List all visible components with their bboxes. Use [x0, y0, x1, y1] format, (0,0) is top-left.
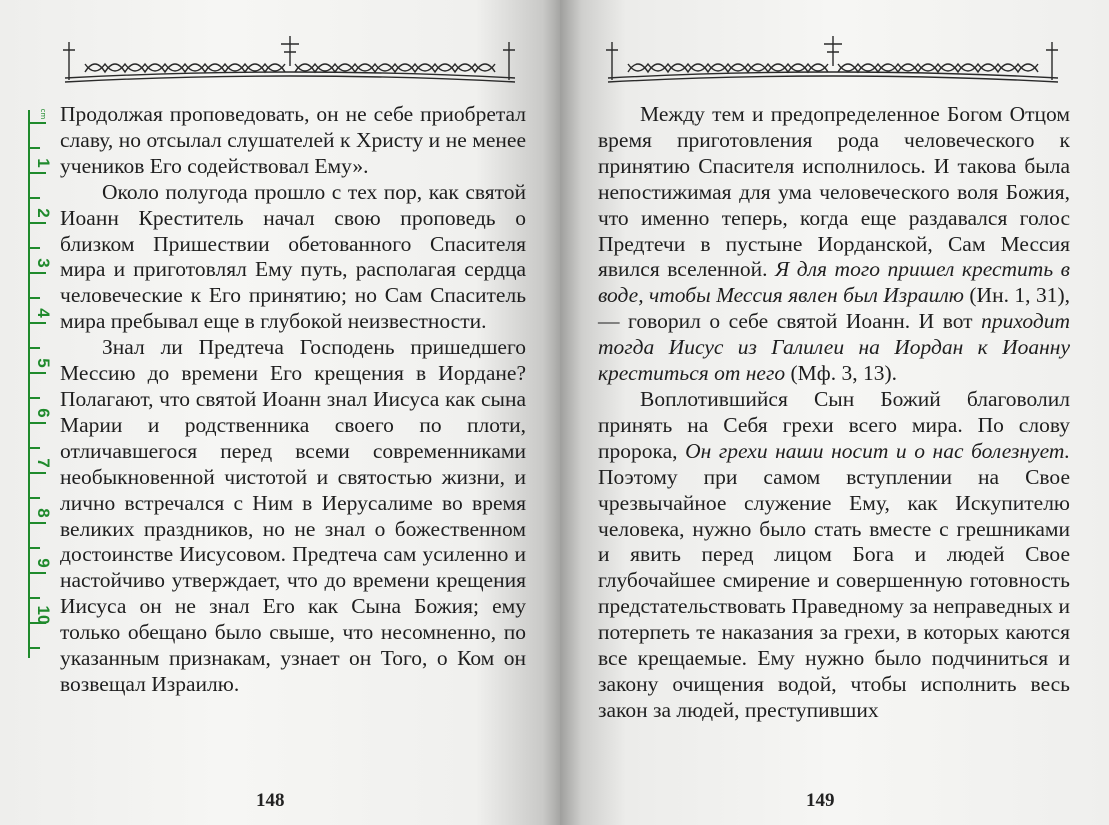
text-run: Между тем и предопределенное Богом Отцом время приготовления рода человеческого к принятию Спасителя исполнилось. И такова была непостижимая для ума человеческого воля Божия, что именно теперь, когда еще раздавался голос Предтечи в пустыне Иорданской, Сам Мессия явился вселенной.	[598, 102, 1070, 282]
paragraph	[598, 387, 1070, 724]
text-run: Воплотившийся Сын Божий благоволил принять на Себя грехи всего мира. По слову пророка,	[598, 386, 1070, 463]
text-run: (Ин. 1, 31), — говорил о себе святой Иоанн. И вот	[598, 283, 1070, 334]
ruler-tick	[30, 147, 40, 149]
ruler-number: 6	[34, 408, 53, 418]
ruler-tick	[30, 447, 40, 449]
ruler-tick	[30, 347, 40, 349]
ruler-number: 3	[34, 258, 53, 268]
ruler-tick	[30, 247, 40, 249]
paragraph	[60, 180, 526, 335]
ruler-tick	[30, 547, 40, 549]
paragraph	[60, 335, 526, 698]
ruler-number: 10	[34, 605, 53, 625]
green-ruler	[28, 110, 56, 658]
text-run: Около полугода прошло с тех пор, как святой Иоанн Креститель начал свою проповедь о близком Пришествии обетованного Спасителя мира и приготовлял Ему путь, располагая сердца человеческие к Его принятию; но Сам Спаситель мира пребывал еще в глубокой неизвестности.	[60, 179, 526, 334]
ornament-header-right	[598, 30, 1068, 88]
ruler-tick	[30, 197, 40, 199]
italic-quote: Он грехи наши носит и о нас болезнует.	[685, 438, 1071, 463]
ruler-number: 4	[34, 308, 53, 318]
ruler-number: 7	[34, 458, 53, 468]
left-page-body	[60, 102, 526, 698]
right-page	[560, 0, 1109, 825]
right-page-body	[598, 102, 1070, 724]
ornament-header-left	[55, 30, 525, 88]
ruler-tick	[30, 297, 40, 299]
ruler-number: 1	[34, 158, 53, 168]
ruler-number: 9	[34, 558, 53, 568]
text-run: Знал ли Предтеча Господень пришедшего Мессию до времени Его крещения в Иордане? Полагают, что святой Иоанн знал Иисуса как сына Марии и родственника своего по плоти, отличавшегося перед всеми современниками необыкновенной чистотой и святостью жизни, и лично встречался с Ним в Иерусалиме во время великих праздников, но не знал о божественном достоинстве Иисусовом. Предтеча сам усиленно и настойчиво утверждает, что до времени крещения Иисуса он не знал Его как Сына Божия; ему только обещано было свыше, что несомненно, по указанным признакам, узнает он Того, о Ком он возвещал Израилю.	[60, 335, 526, 696]
ruler-unit-label: cm	[39, 108, 47, 120]
ruler-tick	[30, 122, 46, 124]
ruler-number: 2	[34, 208, 53, 218]
text-run: Продолжая проповедовать, он не себе приобретал славу, но отсылал слушателей к Христу и не менее учеников Его содействовал Ему».	[60, 102, 526, 178]
ruler-tick	[30, 497, 40, 499]
paragraph	[60, 102, 526, 180]
italic-quote: приходит тогда Иисус из Галилеи на Иордан к Иоанну креститься от него	[598, 309, 1070, 386]
italic-quote: Я для того пришел крестить в воде, чтобы Мессия явлен был Израилю	[598, 257, 1070, 308]
ruler-tick	[30, 597, 40, 599]
ruler-tick	[30, 397, 40, 399]
page-number-left: 148	[256, 790, 285, 811]
paragraph	[598, 102, 1070, 387]
text-run: Поэтому при самом вступлении на Свое чрезвычайное служение Ему, как Искупителю человека, нужно было стать вместе с грешниками и явить перед лицом Бога и людей Свое глубочайшее смирение и совершенную готовность предстательствовать Праведному за неправедных и потерпеть те наказания за грехи, в которых каются все крещаемые. Ему нужно было подчиниться и закону очищения водой, чтобы исполнить весь закон за людей, преступивших	[598, 464, 1070, 722]
ruler-number: 8	[34, 508, 53, 518]
text-run: (Мф. 3, 13).	[785, 361, 897, 386]
page-number-right: 149	[806, 790, 835, 811]
ruler-number: 5	[34, 358, 53, 368]
ruler-tick	[30, 647, 40, 649]
